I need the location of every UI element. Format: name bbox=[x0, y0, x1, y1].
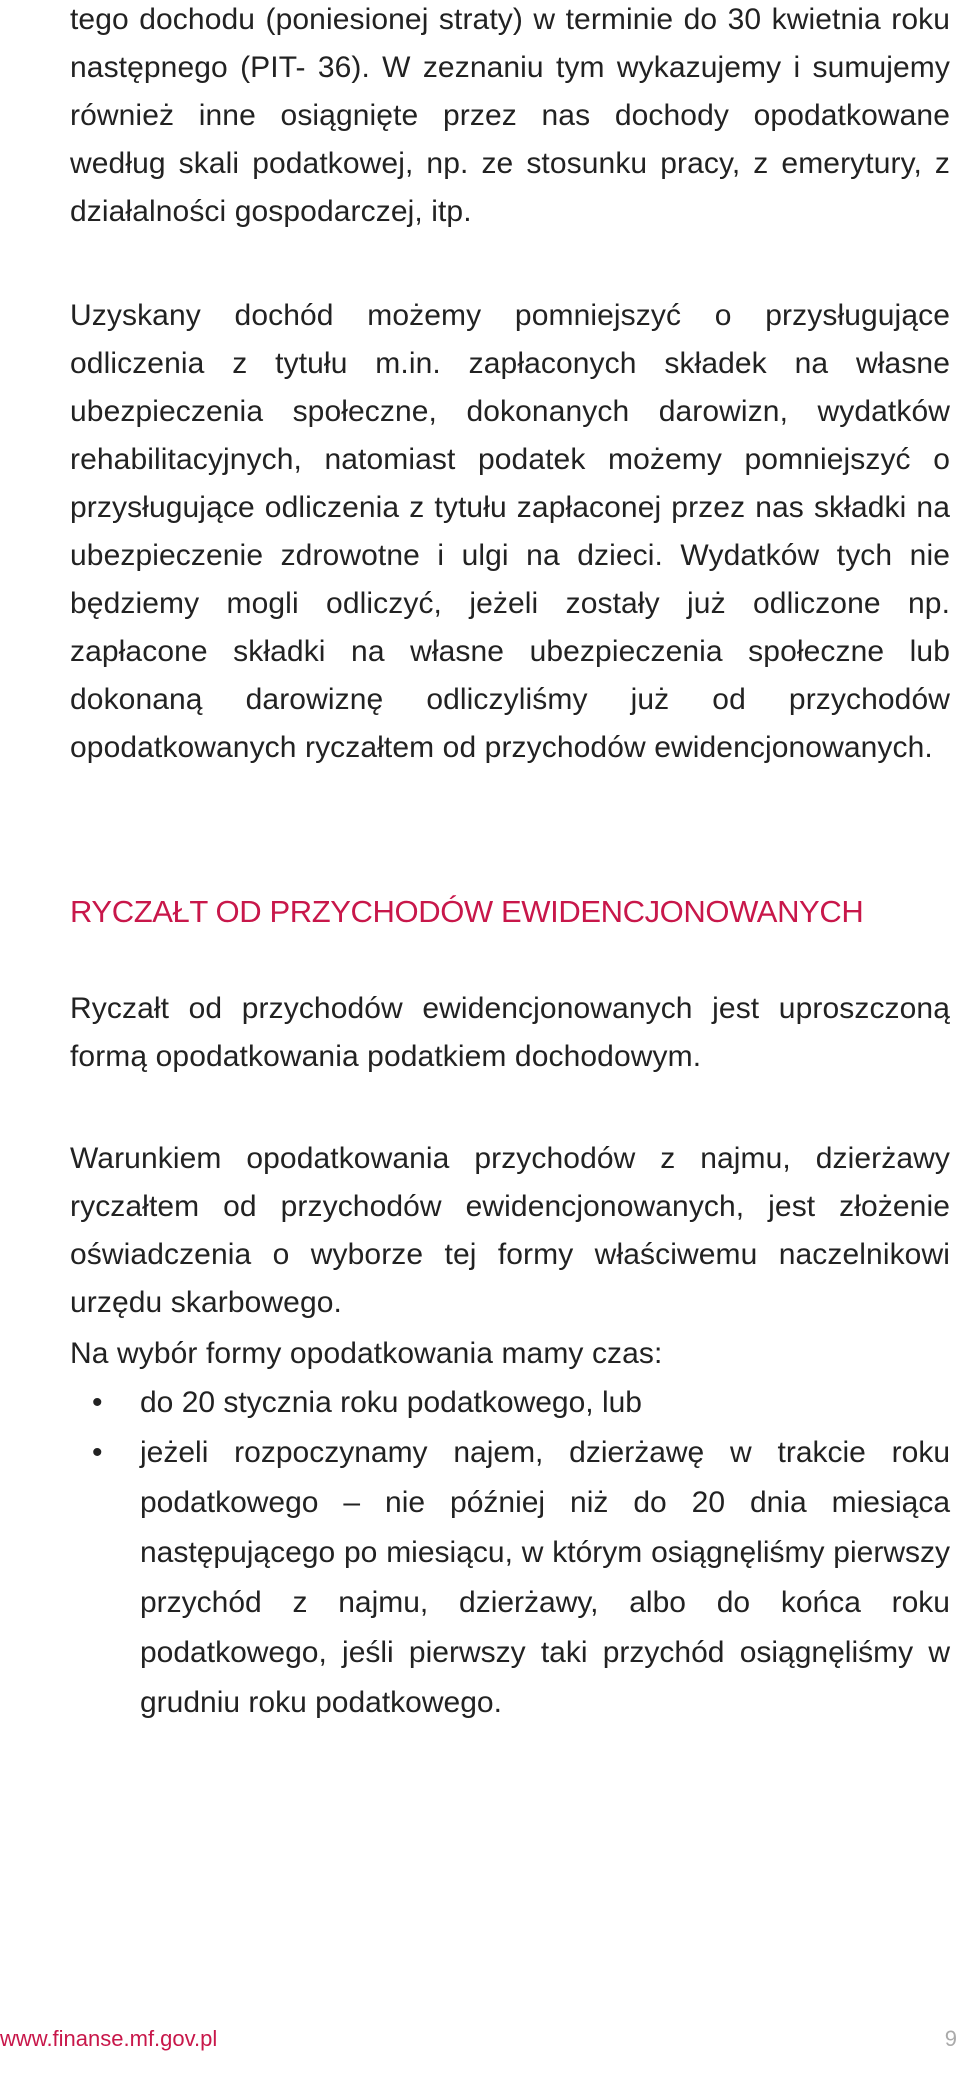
paragraph-deductions: Uzyskany dochód możemy pomniejszyć o przysługujące odliczenia z tytułu m.in. zapłaconych składek na własne ubezpieczenia społeczne, dokonanych darowizn, wydatków rehabilitacyjnych, natomiast podatek możemy pomniejszyć o przysługujące odliczenia z tytułu zapłaconej przez nas składki na ubezpieczenie zdrowotne i ulgi na dzieci. Wydatków tych nie będziemy mogli odliczyć, jeżeli zostały już odliczone np. zapłacone składki na własne ubezpieczenia społeczne lub dokonaną darowiznę odliczyliśmy już od przychodów opodatkowanych ryczałtem od przychodów ewidencjonowanych. bbox=[70, 299, 950, 764]
paragraph-lump-sum-condition: Warunkiem opodatkowania przychodów z najmu, dzierżawy ryczałtem od przychodów ewidencjonowanych, jest złożenie oświadczenia o wyborze tej formy właściwemu naczelnikowi urzędu skarbowego. bbox=[70, 1142, 950, 1319]
list-item-text: jeżeli rozpoczynamy najem, dzierżawę w trakcie roku podatkowego – nie później niż do 20 dnia miesiąca następującego po miesiącu, w którym osiągnęliśmy pierwszy przychód z najmu, dzierżawy, albo do końca roku podatkowego, jeśli pierwszy taki przychód osiągnęliśmy w grudniu roku podatkowego. bbox=[140, 1436, 950, 1719]
list-item-text: do 20 stycznia roku podatkowego, lub bbox=[140, 1386, 642, 1419]
paragraph-pit36-declaration: tego dochodu (poniesionej straty) w terminie do 30 kwietnia roku następnego (PIT- 36). W zeznaniu tym wykazujemy i sumujemy również inne osiągnięte przez nas dochody opodatkowane według skali podatkowej, np. ze stosunku pracy, z emerytury, z działalności gospodarczej, itp. bbox=[70, 3, 950, 228]
bullet-icon: • bbox=[92, 1386, 103, 1419]
list-item bbox=[70, 1428, 950, 1728]
page-number: 9 bbox=[944, 2026, 957, 2051]
footer-website-link[interactable]: www.finanse.mf.gov.pl bbox=[0, 2026, 218, 2051]
deadline-list bbox=[70, 1378, 950, 1728]
bullet-icon: • bbox=[92, 1436, 103, 1469]
list-item bbox=[70, 1378, 950, 1428]
paragraph-deadline-intro: Na wybór formy opodatkowania mamy czas: bbox=[70, 1337, 663, 1370]
paragraph-lump-sum-definition: Ryczałt od przychodów ewidencjonowanych jest uproszczoną formą opodatkowania podatkiem dochodowym. bbox=[70, 992, 950, 1073]
section-heading: RYCZAŁT OD PRZYCHODÓW EWIDENCJONOWANYCH bbox=[70, 894, 864, 929]
